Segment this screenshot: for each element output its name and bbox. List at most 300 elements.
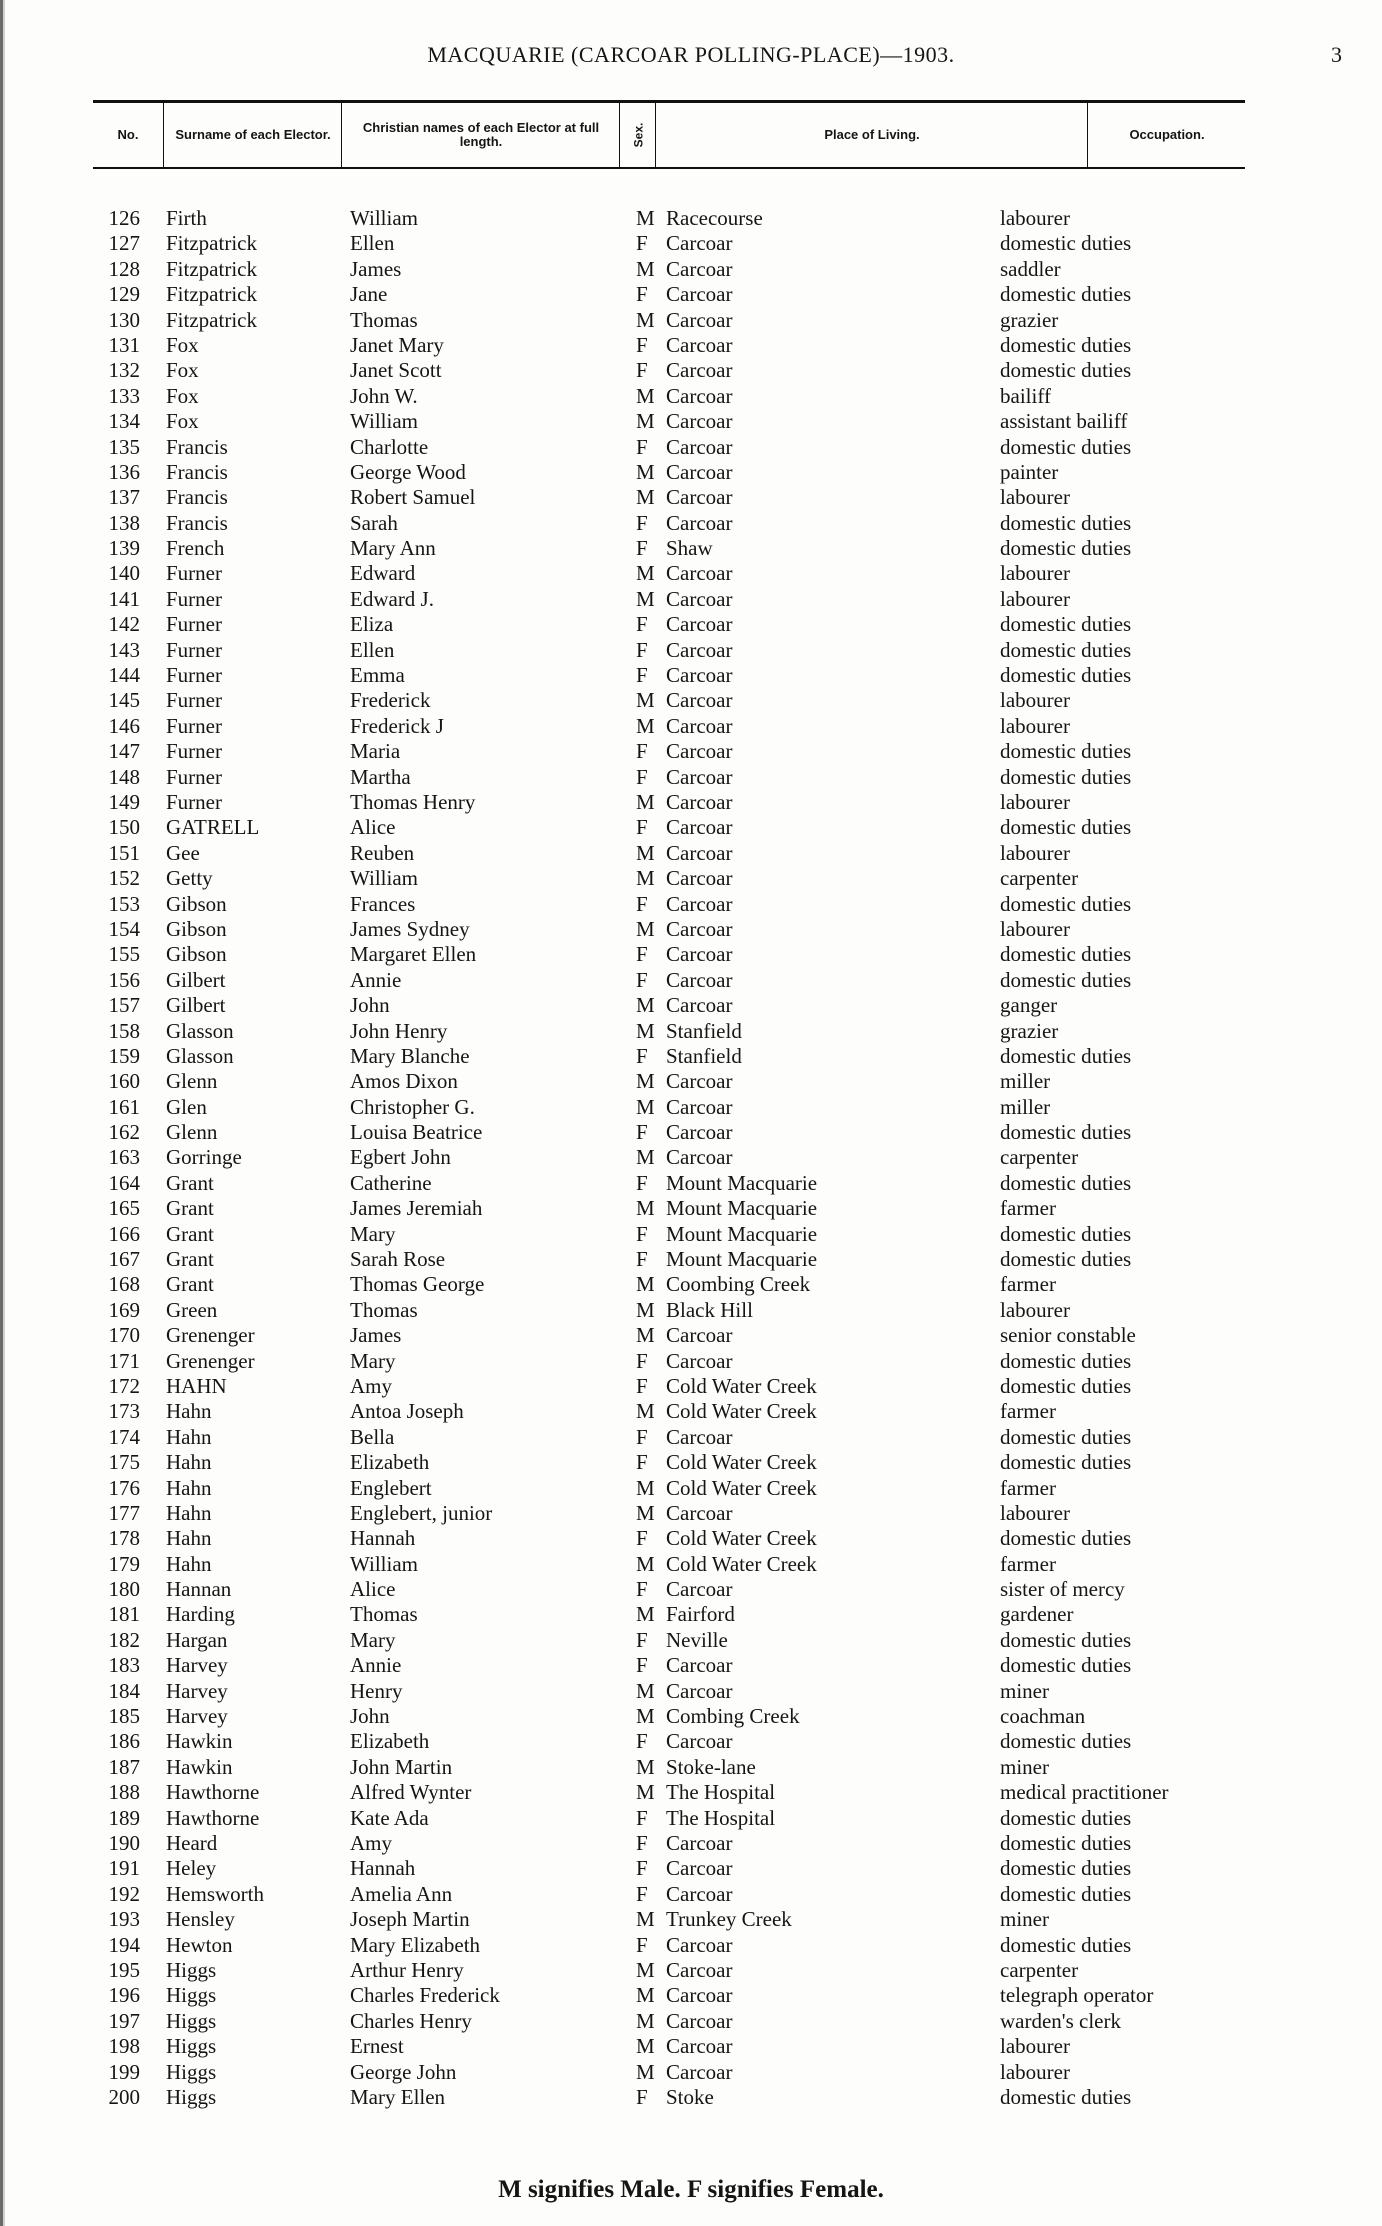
elector-number: 182 [108,1627,140,1652]
elector-surname: Hahn [166,1500,212,1525]
elector-surname: Grant [166,1272,214,1297]
elector-number: 172 [108,1373,140,1398]
elector-christian-names: Mary [350,1627,396,1652]
elector-sex: F [636,282,648,307]
elector-number: 127 [108,231,140,256]
elector-surname: Furner [166,764,222,789]
elector-occupation: farmer [1000,1399,1056,1424]
elector-sex: F [636,891,648,916]
elector-surname: Hawkin [166,1729,233,1754]
elector-christian-names: Annie [350,967,402,992]
column-header-place: Place of Living. [655,103,1088,167]
elector-sex: M [636,1602,655,1627]
elector-number: 143 [108,637,140,662]
elector-sex: F [636,1627,648,1652]
elector-number: 165 [108,1196,140,1221]
elector-surname: Firth [166,206,207,230]
elector-sex: M [636,1907,655,1932]
elector-occupation: miller [1000,1094,1051,1119]
elector-surname: Hahn [166,1475,212,1500]
table-row [0,1501,1382,1526]
elector-surname: Heard [166,1831,218,1855]
elector-number: 151 [108,840,140,865]
elector-place-of-living: Carcoar [666,510,733,535]
elector-sex: F [636,942,648,967]
table-row [0,1044,1382,1069]
elector-occupation: domestic duties [1000,358,1132,383]
elector-number: 148 [108,764,140,789]
elector-sex: M [636,1754,655,1779]
elector-christian-names: Englebert, junior [350,1500,493,1525]
elector-surname: Glenn [166,1069,218,1094]
table-row [0,1476,1382,1501]
elector-christian-names: Amos Dixon [350,1069,458,1094]
elector-sex: M [636,1399,655,1424]
elector-place-of-living: Carcoar [666,1145,733,1170]
elector-place-of-living: Black Hill [666,1297,753,1322]
elector-surname: Harvey [166,1653,228,1678]
elector-occupation: medical practitioner [1000,1780,1169,1805]
elector-place-of-living: Carcoar [666,459,733,484]
elector-sex: F [636,612,648,637]
elector-sex: M [636,256,655,281]
elector-place-of-living: Carcoar [666,1831,733,1855]
elector-occupation: domestic duties [1000,739,1132,764]
table-row [0,333,1382,358]
elector-occupation: labourer [1000,2034,1070,2059]
elector-occupation: warden's clerk [1000,2008,1121,2033]
elector-surname: Grant [166,1170,214,1195]
elector-place-of-living: Carcoar [666,764,733,789]
elector-sex: M [636,866,655,891]
elector-christian-names: James Jeremiah [350,1196,483,1221]
elector-sex: M [636,409,655,434]
elector-sex: M [636,1551,655,1576]
elector-number: 169 [108,1297,140,1322]
elector-surname: Gibson [166,916,227,941]
elector-surname: Furner [166,688,222,713]
elector-christian-names: Janet Scott [350,358,442,383]
elector-sex: F [636,510,648,535]
elector-occupation: domestic duties [1000,637,1132,662]
elector-sex: F [636,536,648,561]
elector-surname: Fox [166,358,199,383]
elector-christian-names: Thomas [350,307,418,332]
elector-place-of-living: Carcoar [666,1577,733,1602]
table-row [0,1577,1382,1602]
elector-christian-names: Reuben [350,840,415,865]
elector-place-of-living: Carcoar [666,1120,733,1145]
elector-place-of-living: Carcoar [666,739,733,764]
table-row [0,1831,1382,1856]
elector-place-of-living: Carcoar [666,1856,733,1881]
table-row [0,384,1382,409]
elector-number: 184 [108,1678,140,1703]
elector-christian-names: Martha [350,764,411,789]
page-number: 3 [1331,42,1342,67]
elector-place-of-living: Carcoar [666,789,733,814]
elector-number: 188 [108,1780,140,1805]
elector-place-of-living: Carcoar [666,866,733,891]
elector-christian-names: Egbert John [350,1145,451,1170]
elector-place-of-living: Carcoar [666,637,733,662]
table-row [0,1704,1382,1729]
elector-number: 139 [108,536,140,561]
elector-christian-names: Maria [350,739,401,764]
table-row [0,2009,1382,2034]
elector-occupation: coachman [1000,1704,1086,1729]
elector-place-of-living: Carcoar [666,942,733,967]
elector-number: 181 [108,1602,140,1627]
elector-occupation: grazier [1000,1018,1059,1043]
elector-occupation: labourer [1000,206,1070,230]
table-row [0,1425,1382,1450]
elector-christian-names: Thomas [350,1602,418,1627]
elector-surname: Francis [166,510,228,535]
elector-place-of-living: Coombing Creek [666,1272,811,1297]
table-row [0,1349,1382,1374]
elector-place-of-living: Mount Macquarie [666,1196,818,1221]
elector-place-of-living: Stoke [666,2084,714,2109]
elector-occupation: domestic duties [1000,1450,1132,1475]
elector-surname: Glenn [166,1120,218,1145]
elector-occupation: domestic duties [1000,2084,1132,2109]
elector-occupation: sister of mercy [1000,1577,1125,1602]
table-row [0,2060,1382,2085]
elector-occupation: carpenter [1000,1145,1079,1170]
table-row [0,1323,1382,1348]
table-row [0,739,1382,764]
elector-place-of-living: Carcoar [666,1348,733,1373]
elector-place-of-living: Stoke-lane [666,1754,756,1779]
elector-surname: Furner [166,663,222,688]
elector-occupation: gardener [1000,1602,1074,1627]
table-row [0,790,1382,815]
elector-christian-names: Edward J. [350,586,434,611]
elector-christian-names: Mary Ann [350,536,436,561]
elector-place-of-living: Mount Macquarie [666,1170,818,1195]
elector-number: 180 [108,1577,140,1602]
elector-surname: French [166,536,225,561]
table-row [0,993,1382,1018]
elector-christian-names: John Henry [350,1018,448,1043]
elector-christian-names: Thomas George [350,1272,485,1297]
elector-sex: M [636,1983,655,2008]
elector-surname: Glen [166,1094,207,1119]
elector-christian-names: Charles Henry [350,2008,472,2033]
elector-occupation: telegraph operator [1000,1983,1154,2008]
elector-surname: Higgs [166,2034,217,2059]
elector-christian-names: James [350,256,402,281]
elector-sex: F [636,1170,648,1195]
elector-sex: F [636,2084,648,2109]
elector-place-of-living: Carcoar [666,663,733,688]
elector-occupation: domestic duties [1000,231,1132,256]
elector-surname: Heley [166,1856,217,1881]
elector-sex: F [636,1856,648,1881]
elector-christian-names: William [350,866,418,891]
table-row [0,968,1382,993]
elector-occupation: domestic duties [1000,1729,1132,1754]
elector-occupation: domestic duties [1000,434,1132,459]
elector-place-of-living: Carcoar [666,1729,733,1754]
elector-number: 200 [108,2084,140,2109]
elector-christian-names: Charlotte [350,434,429,459]
elector-place-of-living: Carcoar [666,1932,733,1957]
elector-place-of-living: Carcoar [666,1500,733,1525]
elector-occupation: domestic duties [1000,1805,1132,1830]
table-row [0,1222,1382,1247]
elector-sex: M [636,459,655,484]
column-header-surname: Surname of each Elector. [163,103,342,167]
elector-christian-names: Englebert [350,1475,432,1500]
table-row [0,1120,1382,1145]
elector-number: 174 [108,1424,140,1449]
elector-occupation: domestic duties [1000,1221,1132,1246]
elector-surname: Furner [166,739,222,764]
table-row [0,917,1382,942]
elector-sex: F [636,1373,648,1398]
elector-surname: Fitzpatrick [166,282,257,307]
elector-number: 173 [108,1399,140,1424]
table-row [0,1298,1382,1323]
elector-sex: F [636,815,648,840]
elector-sex: F [636,1526,648,1551]
elector-number: 197 [108,2008,140,2033]
elector-place-of-living: Carcoar [666,2008,733,2033]
elector-occupation: miller [1000,1069,1051,1094]
elector-place-of-living: The Hospital [666,1805,776,1830]
table-row [0,2085,1382,2110]
elector-number: 154 [108,916,140,941]
elector-place-of-living: Carcoar [666,1069,733,1094]
elector-place-of-living: Neville [666,1627,728,1652]
elector-place-of-living: Stanfield [666,1018,742,1043]
table-row [0,1958,1382,1983]
elector-christian-names: James [350,1323,402,1348]
elector-occupation: domestic duties [1000,764,1132,789]
elector-sex: M [636,383,655,408]
table-row [0,688,1382,713]
table-row [0,485,1382,510]
elector-occupation: domestic duties [1000,1627,1132,1652]
elector-sex: F [636,663,648,688]
elector-surname: Fitzpatrick [166,256,257,281]
elector-sex: M [636,307,655,332]
elector-sex: M [636,2008,655,2033]
table-row [0,1755,1382,1780]
elector-occupation: domestic duties [1000,1856,1132,1881]
elector-place-of-living: The Hospital [666,1780,776,1805]
elector-surname: Grenenger [166,1348,255,1373]
table-row [0,1602,1382,1627]
elector-number: 160 [108,1069,140,1094]
elector-christian-names: Hannah [350,1526,416,1551]
elector-surname: Higgs [166,1957,217,1982]
elector-occupation: miner [1000,1754,1049,1779]
elector-sex: F [636,1221,648,1246]
elector-surname: Hewton [166,1932,233,1957]
column-header-sex [619,103,656,167]
elector-sex: M [636,206,655,230]
elector-christian-names: Janet Mary [350,332,444,357]
elector-sex: F [636,967,648,992]
elector-occupation: labourer [1000,1297,1070,1322]
elector-sex: F [636,1348,648,1373]
elector-sex: F [636,764,648,789]
elector-christian-names: Ernest [350,2034,404,2059]
elector-list [0,206,1382,2110]
table-row [0,206,1382,231]
elector-sex: M [636,1500,655,1525]
table-row [0,714,1382,739]
elector-sex: F [636,1729,648,1754]
table-row [0,1679,1382,1704]
elector-sex: M [636,1678,655,1703]
elector-place-of-living: Carcoar [666,713,733,738]
elector-sex: F [636,1247,648,1272]
elector-sex: F [636,739,648,764]
legend-footer: M signifies Male. F signifies Female. [498,2176,884,2203]
elector-sex: M [636,1094,655,1119]
elector-number: 159 [108,1043,140,1068]
elector-surname: Harvey [166,1678,228,1703]
elector-surname: Fitzpatrick [166,307,257,332]
elector-occupation: farmer [1000,1196,1056,1221]
elector-number: 157 [108,993,140,1018]
elector-occupation: domestic duties [1000,282,1132,307]
elector-place-of-living: Carcoar [666,561,733,586]
elector-surname: Glasson [166,1018,234,1043]
elector-occupation: domestic duties [1000,1932,1132,1957]
elector-sex: M [636,688,655,713]
elector-place-of-living: Stanfield [666,1043,742,1068]
elector-occupation: domestic duties [1000,1348,1132,1373]
elector-surname: Getty [166,866,213,891]
elector-place-of-living: Carcoar [666,967,733,992]
elector-place-of-living: Carcoar [666,916,733,941]
elector-christian-names: Kate Ada [350,1805,429,1830]
table-row [0,765,1382,790]
elector-occupation: domestic duties [1000,663,1132,688]
table-row [0,1374,1382,1399]
elector-sex: F [636,358,648,383]
elector-christian-names: Henry [350,1678,403,1703]
elector-number: 142 [108,612,140,637]
elector-place-of-living: Mount Macquarie [666,1247,818,1272]
table-row [0,1450,1382,1475]
elector-occupation: ganger [1000,993,1058,1018]
elector-number: 183 [108,1653,140,1678]
table-row [0,536,1382,561]
elector-christian-names: Amy [350,1831,392,1855]
elector-number: 198 [108,2034,140,2059]
elector-sex: M [636,1272,655,1297]
elector-surname: Gee [166,840,200,865]
elector-christian-names: John [350,993,390,1018]
elector-occupation: miner [1000,1907,1049,1932]
elector-number: 176 [108,1475,140,1500]
elector-place-of-living: Carcoar [666,409,733,434]
elector-occupation: domestic duties [1000,536,1132,561]
table-row [0,942,1382,967]
elector-occupation: domestic duties [1000,891,1132,916]
elector-christian-names: Thomas [350,1297,418,1322]
elector-occupation: domestic duties [1000,967,1132,992]
elector-occupation: domestic duties [1000,332,1132,357]
table-row [0,1653,1382,1678]
elector-christian-names: William [350,409,418,434]
elector-surname: Gilbert [166,967,226,992]
elector-occupation: domestic duties [1000,815,1132,840]
table-row [0,231,1382,256]
elector-place-of-living: Combing Creek [666,1704,800,1729]
elector-christian-names: Arthur Henry [350,1957,464,1982]
elector-place-of-living: Carcoar [666,891,733,916]
elector-christian-names: Mary [350,1221,396,1246]
elector-christian-names: Mary Blanche [350,1043,470,1068]
elector-occupation: labourer [1000,586,1070,611]
elector-occupation: saddler [1000,256,1061,281]
elector-number: 186 [108,1729,140,1754]
elector-number: 199 [108,2059,140,2084]
elector-christian-names: John [350,1704,390,1729]
table-row [0,1069,1382,1094]
elector-christian-names: Eliza [350,612,394,637]
elector-christian-names: Edward [350,561,416,586]
elector-number: 167 [108,1247,140,1272]
elector-occupation: labourer [1000,1500,1070,1525]
column-header-christian-names: Christian names of each Elector at full length. [341,103,620,167]
table-row [0,435,1382,460]
elector-place-of-living: Carcoar [666,307,733,332]
elector-christian-names: Thomas Henry [350,789,476,814]
elector-surname: Gorringe [166,1145,242,1170]
elector-christian-names: John Martin [350,1754,453,1779]
column-header-row [93,103,1245,169]
elector-surname: Gibson [166,891,227,916]
elector-occupation: labourer [1000,561,1070,586]
elector-occupation: domestic duties [1000,1373,1132,1398]
elector-surname: Green [166,1297,218,1322]
elector-place-of-living: Trunkey Creek [666,1907,792,1932]
table-row [0,892,1382,917]
elector-occupation: domestic duties [1000,1653,1132,1678]
elector-sex: F [636,1805,648,1830]
elector-place-of-living: Carcoar [666,688,733,713]
elector-surname: Hahn [166,1450,212,1475]
table-row [0,511,1382,536]
elector-sex: M [636,1196,655,1221]
elector-number: 131 [108,332,140,357]
elector-number: 156 [108,967,140,992]
elector-number: 163 [108,1145,140,1170]
elector-number: 168 [108,1272,140,1297]
elector-number: 189 [108,1805,140,1830]
elector-place-of-living: Carcoar [666,586,733,611]
table-row [0,282,1382,307]
elector-christian-names: Sarah Rose [350,1247,446,1272]
elector-surname: Hawthorne [166,1805,260,1830]
elector-christian-names: Frederick [350,688,431,713]
elector-occupation: labourer [1000,840,1070,865]
elector-christian-names: Alice [350,815,396,840]
elector-number: 146 [108,713,140,738]
elector-place-of-living: Carcoar [666,1678,733,1703]
elector-number: 166 [108,1221,140,1246]
table-row [0,1983,1382,2008]
elector-sex: M [636,993,655,1018]
